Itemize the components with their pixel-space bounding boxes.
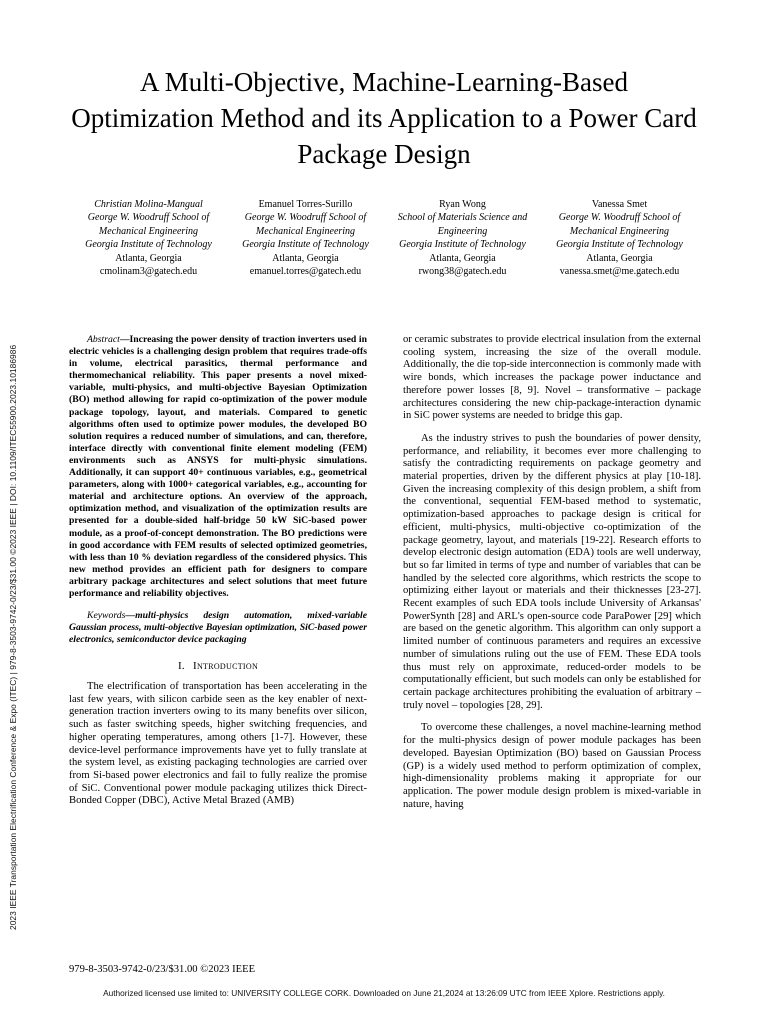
keywords-label: Keywords — [87, 610, 126, 622]
author-3 — [384, 198, 541, 278]
author-4 — [541, 198, 698, 278]
body-paragraph: To overcome these challenges, a novel machine-learning method for the multi-physics design of power module packages has been developed. Bayesian Optimization (BO) based on Gaussian Process (GP) is a widely used method to perform optimization of complex, high-dimensionality problems making it appropriate for our application. The power module design problem is mixed-variable in nature, having — [403, 722, 701, 810]
author-affiliation: George W. Woodruff School of — [244, 212, 367, 224]
paper-title: A Multi-Objective, Machine-Learning-Based Optimization Method and its Application to a Power Card Package Design — [71, 67, 697, 169]
author-affiliation: Mechanical Engineering — [98, 225, 199, 237]
abstract-text: —Increasing the power density of traction inverters used in electric vehicles is a challenging design problem that requires trade-offs in volume, electrical parasitics, thermal performance and thermomechanical reliability. This paper presents a novel mixed-variable, multi-physics, and multi-objective Bayesian Optimization (BO) method allowing for rapid co-optimization of the power module package topology, layout, and materials. Compared to genetic algorithms often used to optimize power modules, the developed BO solution requires a reduced number of simulations, and can, therefore, interface directly with conventional finite element modeling (FEM) environments such as ANSYS for multi-physic simulations. Additionally, it can support 40+ continuous variables, e.g., geometrical parameters, along with 1000+ categorical variables, e.g., accounting for material and architecture options. An overview of the approach, optimization method, and visualization of the optimization results are presented for a double-sided half-bridge 50 kW SiC-based power module, as a proof-of-concept demonstration. The BO predictions were in good accordance with FEM results of selected optimized geometries, with less than 10 % deviation regardless of the considered physics. This new method provides an efficient path for designers to compare arbitrary package architectures and select solutions that meet future performance and reliability objectives. — [69, 334, 367, 599]
author-institution: Georgia Institute of Technology — [85, 239, 212, 251]
author-email: rwong38@gatech.edu — [418, 266, 507, 278]
author-name: Emanuel Torres-Surillo — [258, 199, 353, 210]
body-paragraph: or ceramic substrates to provide electrical insulation from the external cooling system, increasing the size of the overall module. Additionally, the die top-side interconnection is commonly made with wire bonds, which increases the package power inductance and therefore power losses [8, 9]. Novel – transformative – package architectures considering the new chip-package-interaction dynamic in SiC power systems are needed to bridge this gap. — [403, 334, 701, 422]
author-affiliation: School of Materials Science and — [397, 212, 528, 224]
author-city: Atlanta, Georgia — [115, 252, 182, 264]
author-affiliation: Mechanical Engineering — [569, 225, 670, 237]
author-affiliation: Mechanical Engineering — [255, 225, 356, 237]
author-institution: Georgia Institute of Technology — [242, 239, 369, 251]
author-block — [70, 198, 698, 278]
author-affiliation: George W. Woodruff School of — [558, 212, 681, 224]
author-institution: Georgia Institute of Technology — [399, 239, 526, 251]
abstract-label: Abstract — [87, 334, 120, 345]
footer-license-notice: Authorized licensed use limited to: UNIVERSITY COLLEGE CORK. Downloaded on June 21,2024 at 13:26:09 UTC from IEEE Xplore. Restrictions apply. — [103, 988, 665, 998]
author-affiliation: George W. Woodruff School of — [87, 212, 210, 224]
side-citation-strip — [8, 190, 22, 930]
author-2 — [227, 198, 384, 278]
section-heading-introduction — [69, 660, 367, 673]
author-name: Vanessa Smet — [591, 199, 648, 210]
side-citation-text: 2023 IEEE Transportation Electrification Conference & Expo (ITEC) | 979-8-3503-9742-0/23/$31.00 ©2023 IEEE | DOI: 10.1109/ITEC55900.2023.10186986 — [8, 344, 18, 930]
author-name: Christian Molina-Mangual — [94, 199, 203, 210]
section-number: I. — [177, 660, 185, 673]
author-email: emanuel.torres@gatech.edu — [249, 266, 362, 278]
author-city: Atlanta, Georgia — [272, 252, 339, 264]
abstract — [69, 334, 367, 600]
author-email: vanessa.smet@me.gatech.edu — [559, 266, 680, 278]
keywords — [69, 610, 367, 646]
author-email: cmolinam3@gatech.edu — [99, 266, 198, 278]
footer-copyright: 979-8-3503-9742-0/23/$31.00 ©2023 IEEE — [69, 964, 256, 975]
keywords-text: —multi-physics design automation, mixed-variable Gaussian process, multi-objective Bayesian optimization, SiC-based power electronics, semiconductor device packaging — [69, 610, 367, 646]
author-institution: Georgia Institute of Technology — [556, 239, 683, 251]
right-column — [403, 334, 701, 821]
author-name: Ryan Wong — [439, 199, 486, 210]
section-title: Introduction — [192, 660, 259, 673]
left-column — [69, 334, 367, 818]
author-1 — [70, 198, 227, 278]
body-paragraph: The electrification of transportation has been accelerating in the last few years, with silicon carbide seen as the key enabler of next-generation traction inverters owing to its many benefits over silicon, such as faster switching speeds, higher switching frequencies, and higher operating temperatures, among others [1-7]. However, these device-level performance improvements have yet to fully translate at the system level, as existing packaging technologies are carried over from Si-based power electronics and fail to fully realize the promise of SiC. Conventional power module packaging utilizes thick Direct-Bonded Copper (DBC), Active Metal Brazed (AMB) — [69, 681, 367, 807]
author-city: Atlanta, Georgia — [586, 252, 653, 264]
author-affiliation: Engineering — [437, 225, 488, 237]
author-city: Atlanta, Georgia — [429, 252, 496, 264]
body-paragraph: As the industry strives to push the boundaries of power density, performance, and reliability, it becomes ever more challenging to satisfy the contradicting requirements on package geometry and material properties, driven by the different physics at play [10-18]. Given the increasing complexity of this design problem, a shift from the conventional, sequential FEM-based method to systematic, optimization-based approaches to package design is critical for efficient, multi-physics, multi-objective co-optimization of the package geometry, layout, and materials [19-22]. Research efforts to develop electronic design automation (EDA) tools are well underway, but so far limited in terms of type and number of variables that can be handled by the selected core algorithms, which restricts the scope to optimizing either layout or materials and their thicknesses [23-27]. Recent examples of such EDA tools include University of Arkansas' PowerSynth [28] and ARL's open-source code ParaPower [29] which are based on the genetic algorithm. This algorithm can only support a limited number of continuous parameters and requires an excessive number of simulations ruling out the use of FEM. These EDA tools thus must rely on approximate, reduced-order models to be computationally efficient, but such models can only be established for certain package architectures prohibiting the evaluation of arbitrary – truly novel – topologies [28, 29]. — [403, 432, 701, 711]
